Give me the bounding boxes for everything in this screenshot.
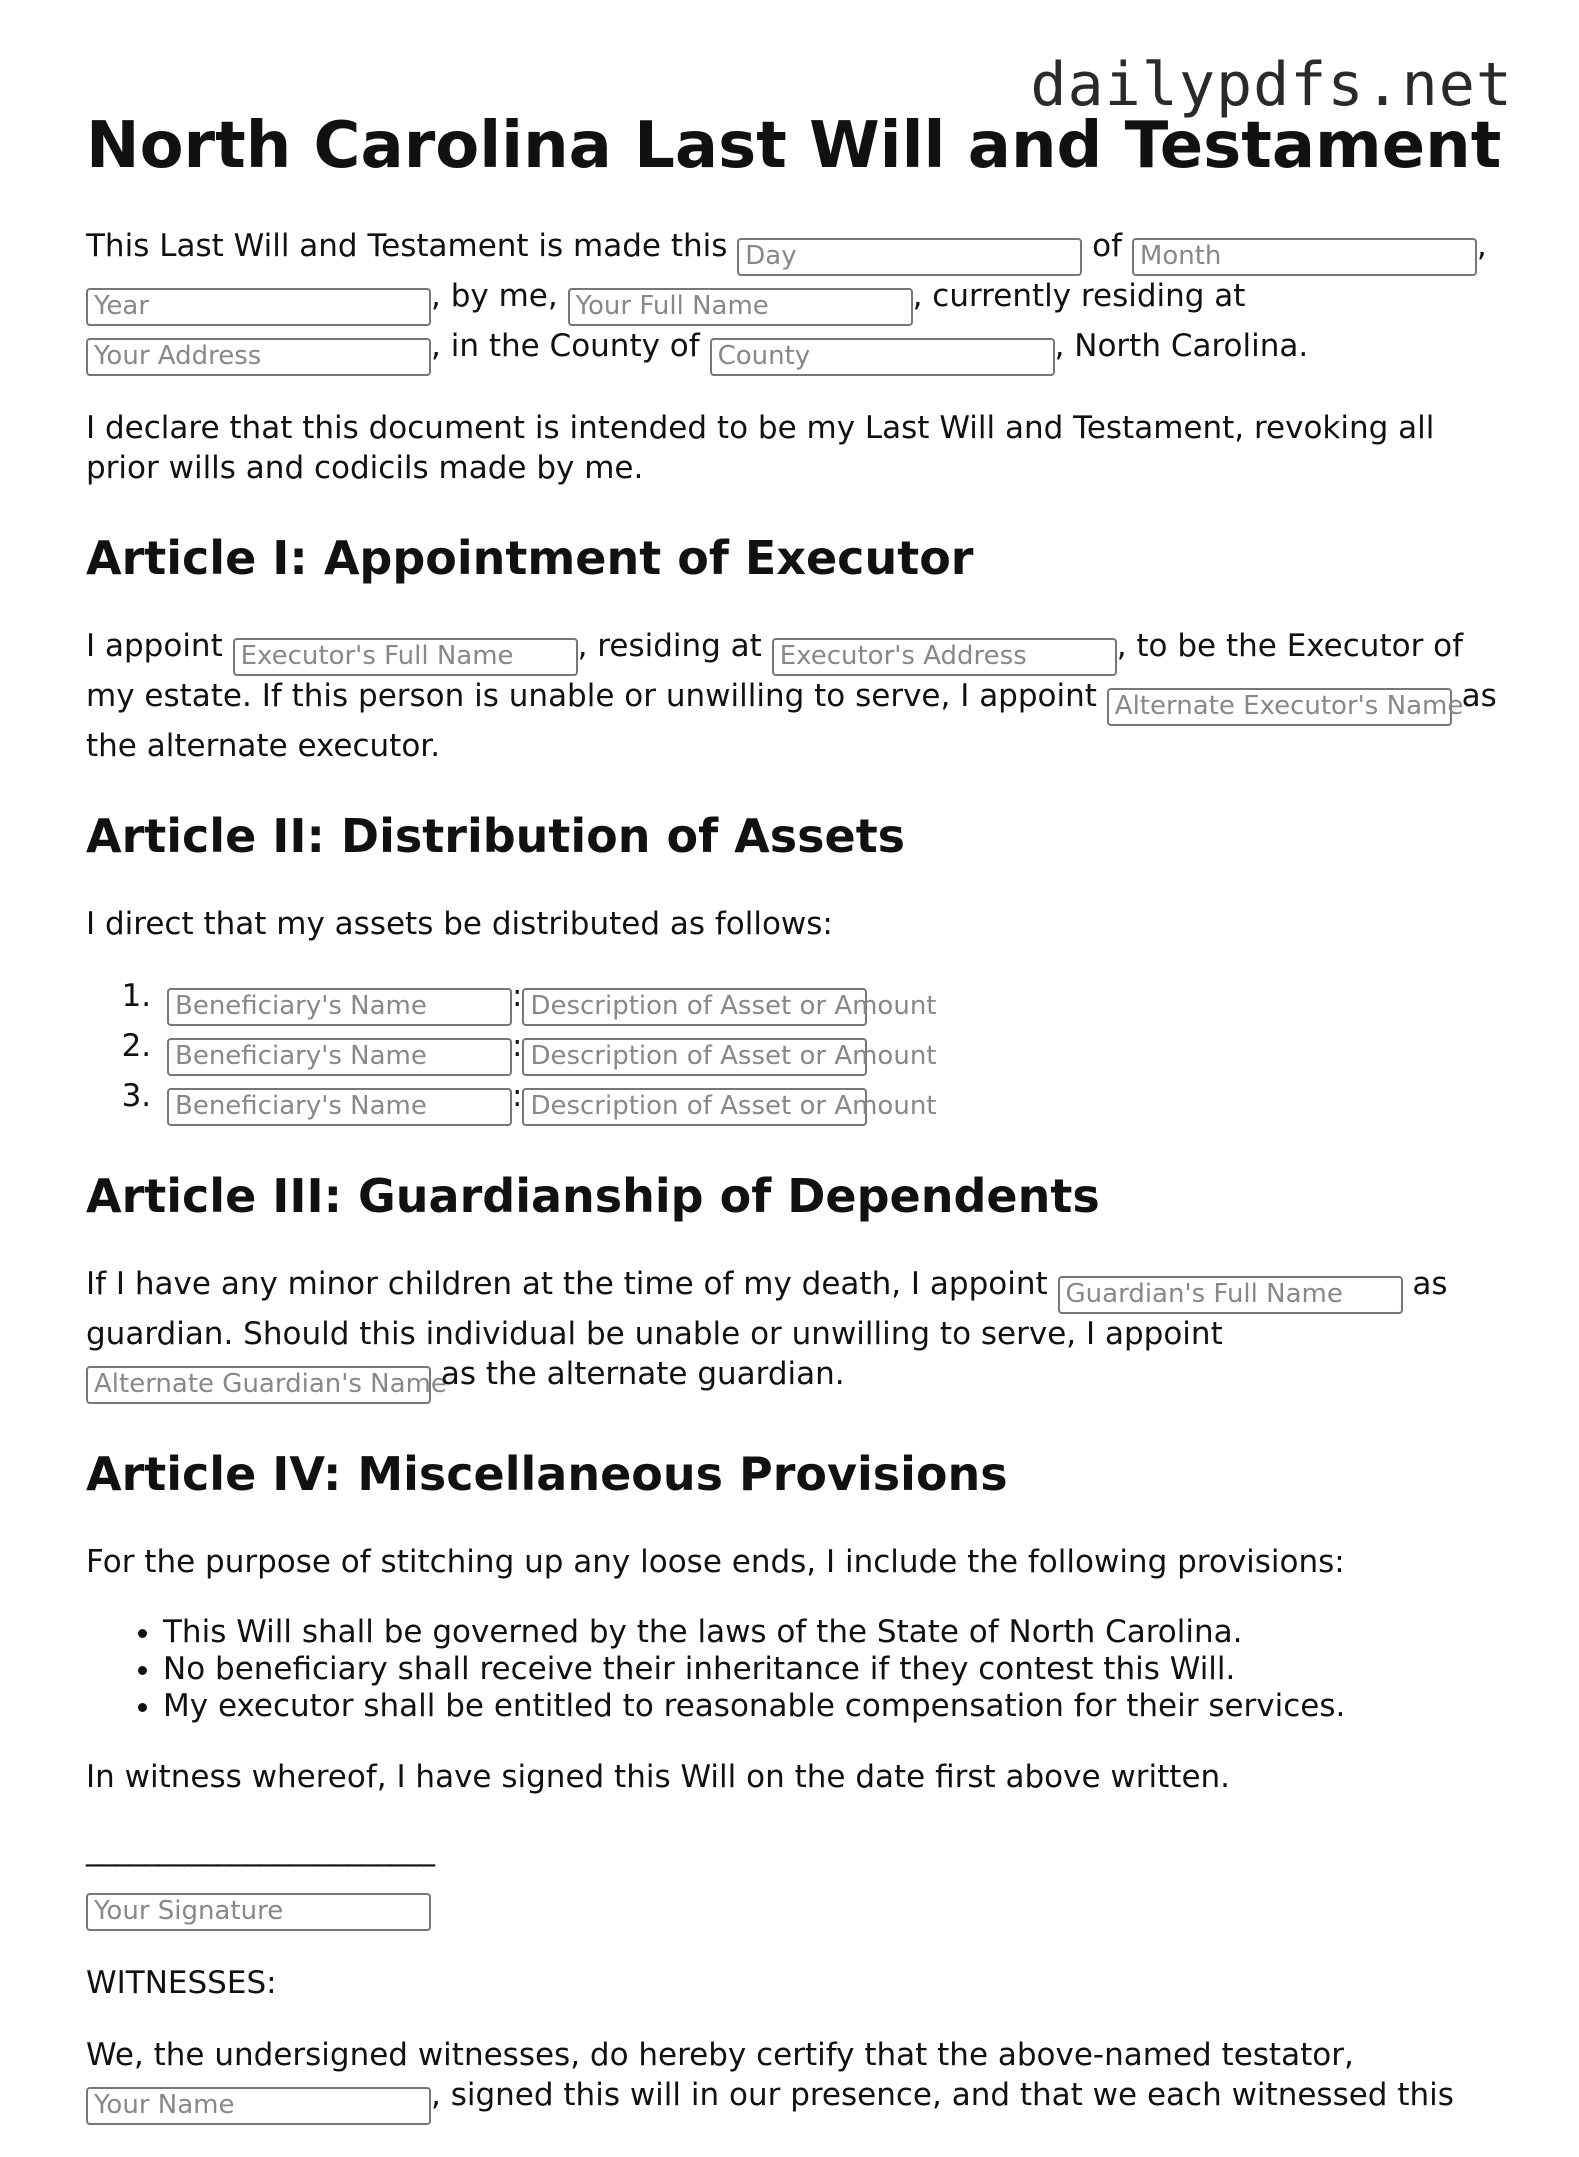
- intro-text-6: , in the County of: [431, 328, 700, 364]
- article-3-paragraph: [86, 1264, 1506, 1404]
- executor-address-field[interactable]: Executor's Address: [772, 638, 1117, 676]
- will-document: [86, 106, 1506, 2157]
- asset-description-field[interactable]: Description of Asset or Amount: [522, 1038, 867, 1076]
- separator: :: [512, 1028, 523, 1064]
- signature-field[interactable]: Your Signature: [86, 1893, 431, 1931]
- list-item: [161, 1026, 1506, 1076]
- declaration-paragraph: I declare that this document is intended to be my Last Will and Testament, revoking all prior wills and codicils made by me.: [86, 410, 1435, 486]
- county-field[interactable]: County: [710, 338, 1055, 376]
- article-1-text-3: , to be the Executor of my estate. If this person is unable or unwilling to serve, I appoint: [86, 628, 1464, 714]
- witnesses-paragraph: [86, 2035, 1506, 2125]
- executor-name-field[interactable]: Executor's Full Name: [233, 638, 578, 676]
- month-field[interactable]: Month: [1132, 238, 1477, 276]
- article-3-heading: Article III: Guardianship of Dependents: [86, 1169, 1100, 1223]
- article-1-text-4: as the alternate executor.: [86, 678, 1497, 764]
- beneficiary-list: [86, 976, 1506, 1126]
- guardian-field[interactable]: Guardian's Full Name: [1058, 1276, 1403, 1314]
- witnesses-text-2: , signed this will in our presence, and that we each witnessed this: [431, 2077, 1454, 2113]
- page-title: North Carolina Last Will and Testament: [86, 109, 1502, 183]
- intro-text-7: , North Carolina.: [1054, 328, 1309, 364]
- intro-paragraph: [86, 226, 1506, 376]
- article-1-text-2: , residing at: [577, 628, 762, 664]
- article-3-text-1: If I have any minor children at the time of my death, I appoint: [86, 1266, 1048, 1302]
- article-4-heading: Article IV: Miscellaneous Provisions: [86, 1447, 1008, 1501]
- watermark: dailypdfs.net: [1030, 50, 1513, 120]
- list-item: [161, 976, 1506, 1026]
- article-2-intro: I direct that my assets be distributed as follows:: [86, 906, 833, 942]
- provisions-list: [86, 1614, 1506, 1725]
- address-field[interactable]: Your Address: [86, 338, 431, 376]
- asset-description-field[interactable]: Description of Asset or Amount: [522, 988, 867, 1026]
- article-1-text-1: I appoint: [86, 628, 223, 664]
- article-3-text-2: as guardian. Should this individual be unable or unwilling to serve, I appoint: [86, 1266, 1448, 1352]
- intro-text-5: , currently residing at: [912, 278, 1246, 314]
- article-4-intro: For the purpose of stitching up any loose ends, I include the following provisions:: [86, 1544, 1345, 1580]
- witnesses-heading: WITNESSES:: [86, 1965, 277, 2001]
- separator: :: [512, 1078, 523, 1114]
- beneficiary-name-field[interactable]: Beneficiary's Name: [167, 1038, 512, 1076]
- list-item: [161, 1076, 1506, 1126]
- article-2-heading: Article II: Distribution of Assets: [86, 809, 906, 863]
- year-field[interactable]: Year: [86, 288, 431, 326]
- alternate-executor-field[interactable]: Alternate Executor's Name: [1107, 688, 1452, 726]
- signature-paragraph: [86, 1881, 1506, 1931]
- witness-statement: In witness whereof, I have signed this Will on the date first above written.: [86, 1759, 1231, 1795]
- intro-text-4: , by me,: [431, 278, 558, 314]
- signature-line: ________________________: [86, 1831, 434, 1867]
- article-1-heading: Article I: Appointment of Executor: [86, 531, 974, 585]
- witnesses-text-1: We, the undersigned witnesses, do hereby certify that the above-named testator,: [86, 2037, 1354, 2073]
- article-1-paragraph: [86, 626, 1506, 766]
- beneficiary-name-field[interactable]: Beneficiary's Name: [167, 1088, 512, 1126]
- beneficiary-name-field[interactable]: Beneficiary's Name: [167, 988, 512, 1026]
- full-name-field[interactable]: Your Full Name: [568, 288, 913, 326]
- alternate-guardian-field[interactable]: Alternate Guardian's Name: [86, 1366, 431, 1404]
- list-item: • My executor shall be entitled to reasonable compensation for their services.: [163, 1688, 1506, 1725]
- testator-name-field[interactable]: Your Name: [86, 2087, 431, 2125]
- separator: :: [512, 978, 523, 1014]
- intro-text-3: ,: [1476, 228, 1487, 264]
- list-item: • No beneficiary shall receive their inheritance if they contest this Will.: [163, 1651, 1506, 1688]
- intro-text-2: of: [1092, 228, 1123, 264]
- article-3-text-3: as the alternate guardian.: [440, 1356, 845, 1392]
- asset-description-field[interactable]: Description of Asset or Amount: [522, 1088, 867, 1126]
- intro-text-1: This Last Will and Testament is made this: [86, 228, 728, 264]
- day-field[interactable]: Day: [737, 238, 1082, 276]
- list-item: • This Will shall be governed by the laws of the State of North Carolina.: [163, 1614, 1506, 1651]
